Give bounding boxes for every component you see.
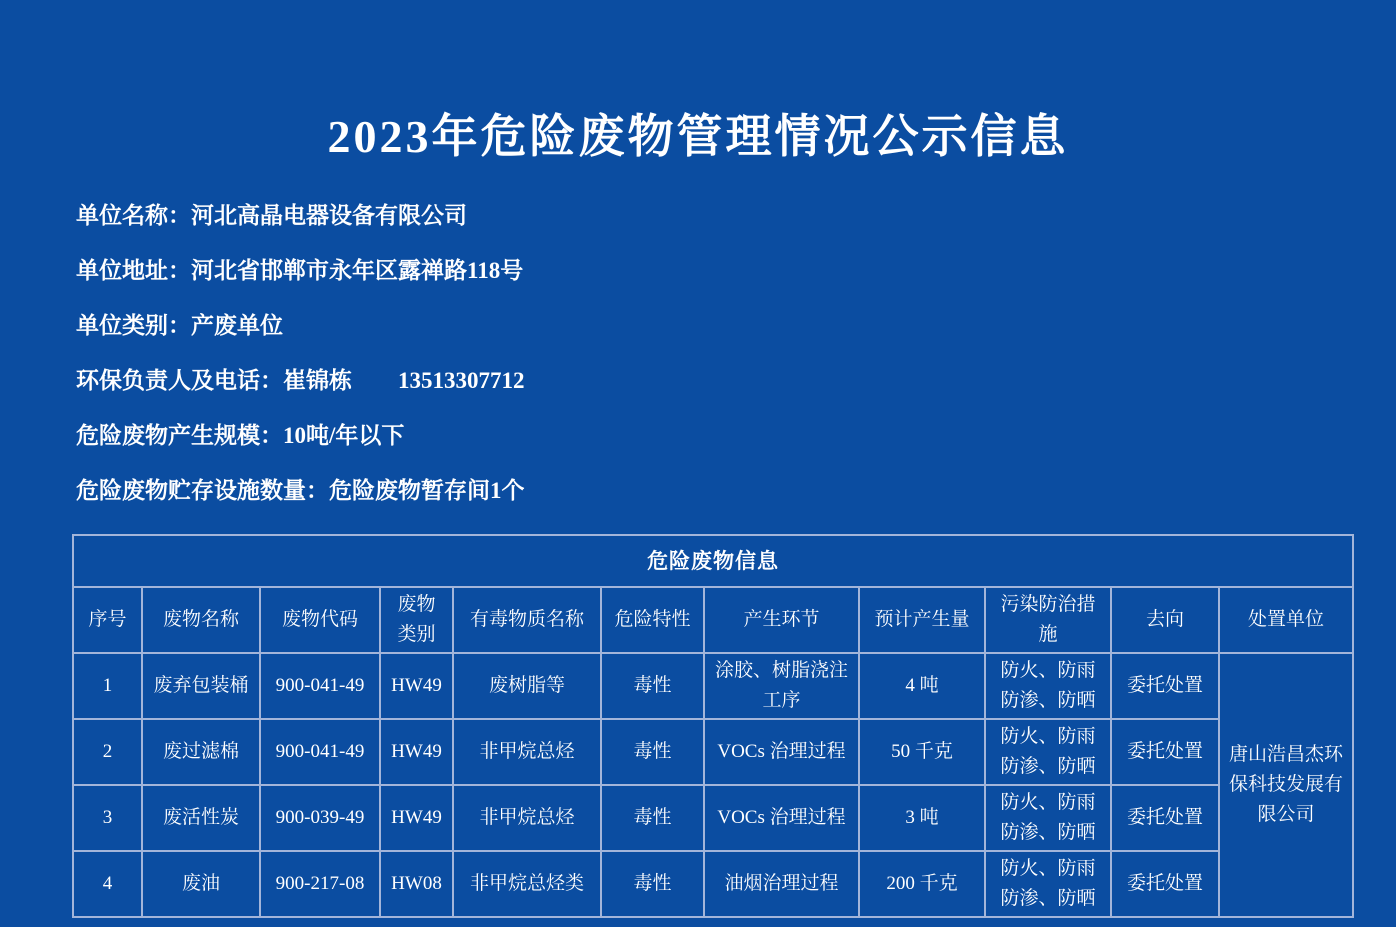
info-line-company-address: [76, 259, 1396, 283]
cell-waste-name: 废弃包装桶: [142, 653, 260, 719]
cell-prevention-measures: 防火、防雨 防渗、防晒: [985, 785, 1111, 851]
company-name-label: 单位名称：: [76, 203, 191, 228]
production-scale-label: 危险废物产生规模：: [76, 423, 283, 448]
cell-waste-category: HW49: [380, 719, 453, 785]
col-header-waste-name: 废物名称: [142, 587, 260, 653]
company-info-section: [76, 204, 1396, 503]
cell-generation-process: 涂胶、树脂浇注工序: [704, 653, 859, 719]
cell-hazard-trait: 毒性: [601, 785, 704, 851]
col-header-prevention-measures: 污染防治措施: [985, 587, 1111, 653]
table-row: [73, 653, 1353, 719]
disclosure-page: [0, 106, 1396, 927]
cell-waste-category: HW08: [380, 851, 453, 917]
storage-facility-label: 危险废物贮存设施数量：: [76, 478, 329, 503]
table-header-row: [73, 587, 1353, 653]
col-header-waste-category: 废物类别: [380, 587, 453, 653]
cell-estimated-output: 50 千克: [859, 719, 985, 785]
company-type-label: 单位类别：: [76, 313, 191, 338]
cell-toxic-substance: 非甲烷总烃: [453, 719, 601, 785]
company-type-value: 产废单位: [191, 313, 283, 338]
cell-hazard-trait: 毒性: [601, 719, 704, 785]
info-line-storage-facility: [76, 479, 1396, 503]
cell-seq: 4: [73, 851, 142, 917]
cell-seq: 1: [73, 653, 142, 719]
table-row: [73, 851, 1353, 917]
company-address-label: 单位地址：: [76, 258, 191, 283]
col-header-waste-code: 废物代码: [260, 587, 380, 653]
col-header-seq: 序号: [73, 587, 142, 653]
cell-destination: 委托处置: [1111, 653, 1219, 719]
info-line-production-scale: [76, 424, 1396, 448]
cell-waste-name: 废油: [142, 851, 260, 917]
cell-seq: 2: [73, 719, 142, 785]
cell-prevention-measures: 防火、防雨 防渗、防晒: [985, 851, 1111, 917]
cell-hazard-trait: 毒性: [601, 653, 704, 719]
cell-waste-code: 900-041-49: [260, 719, 380, 785]
cell-waste-code: 900-041-49: [260, 653, 380, 719]
cell-toxic-substance: 非甲烷总烃类: [453, 851, 601, 917]
cell-waste-name: 废过滤棉: [142, 719, 260, 785]
production-scale-value: 10吨/年以下: [283, 423, 405, 448]
cell-waste-category: HW49: [380, 653, 453, 719]
storage-facility-value: 危险废物暂存间1个: [329, 478, 525, 503]
cell-waste-code: 900-217-08: [260, 851, 380, 917]
cell-waste-name: 废活性炭: [142, 785, 260, 851]
table-row: [73, 719, 1353, 785]
cell-toxic-substance: 非甲烷总烃: [453, 785, 601, 851]
cell-toxic-substance: 废树脂等: [453, 653, 601, 719]
cell-waste-code: 900-039-49: [260, 785, 380, 851]
cell-waste-category: HW49: [380, 785, 453, 851]
cell-prevention-measures: 防火、防雨 防渗、防晒: [985, 653, 1111, 719]
table-title-row: [73, 535, 1353, 587]
info-line-company-type: [76, 314, 1396, 338]
col-header-hazard-trait: 危险特性: [601, 587, 704, 653]
col-header-estimated-output: 预计产生量: [859, 587, 985, 653]
table-title: 危险废物信息: [73, 535, 1353, 587]
col-header-generation-process: 产生环节: [704, 587, 859, 653]
col-header-destination: 去向: [1111, 587, 1219, 653]
hazardous-waste-table: [72, 534, 1354, 918]
contact-value: 崔锦栋 13513307712: [283, 368, 525, 393]
col-header-disposal-unit: 处置单位: [1219, 587, 1353, 653]
info-line-company-name: [76, 204, 1396, 228]
col-header-toxic-substance: 有毒物质名称: [453, 587, 601, 653]
cell-generation-process: VOCs 治理过程: [704, 719, 859, 785]
cell-destination: 委托处置: [1111, 719, 1219, 785]
company-address-value: 河北省邯郸市永年区露禅路118号: [191, 258, 524, 283]
cell-destination: 委托处置: [1111, 785, 1219, 851]
cell-estimated-output: 200 千克: [859, 851, 985, 917]
table-row: [73, 785, 1353, 851]
contact-label: 环保负责人及电话：: [76, 368, 283, 393]
cell-generation-process: 油烟治理过程: [704, 851, 859, 917]
cell-generation-process: VOCs 治理过程: [704, 785, 859, 851]
company-name-value: 河北高晶电器设备有限公司: [191, 203, 467, 228]
cell-hazard-trait: 毒性: [601, 851, 704, 917]
cell-destination: 委托处置: [1111, 851, 1219, 917]
info-line-contact: [76, 369, 1396, 393]
cell-seq: 3: [73, 785, 142, 851]
cell-prevention-measures: 防火、防雨 防渗、防晒: [985, 719, 1111, 785]
cell-estimated-output: 4 吨: [859, 653, 985, 719]
page-title: 2023年危险废物管理情况公示信息: [327, 111, 1069, 162]
cell-disposal-company: 唐山浩昌杰环保科技发展有限公司: [1219, 653, 1353, 917]
cell-estimated-output: 3 吨: [859, 785, 985, 851]
